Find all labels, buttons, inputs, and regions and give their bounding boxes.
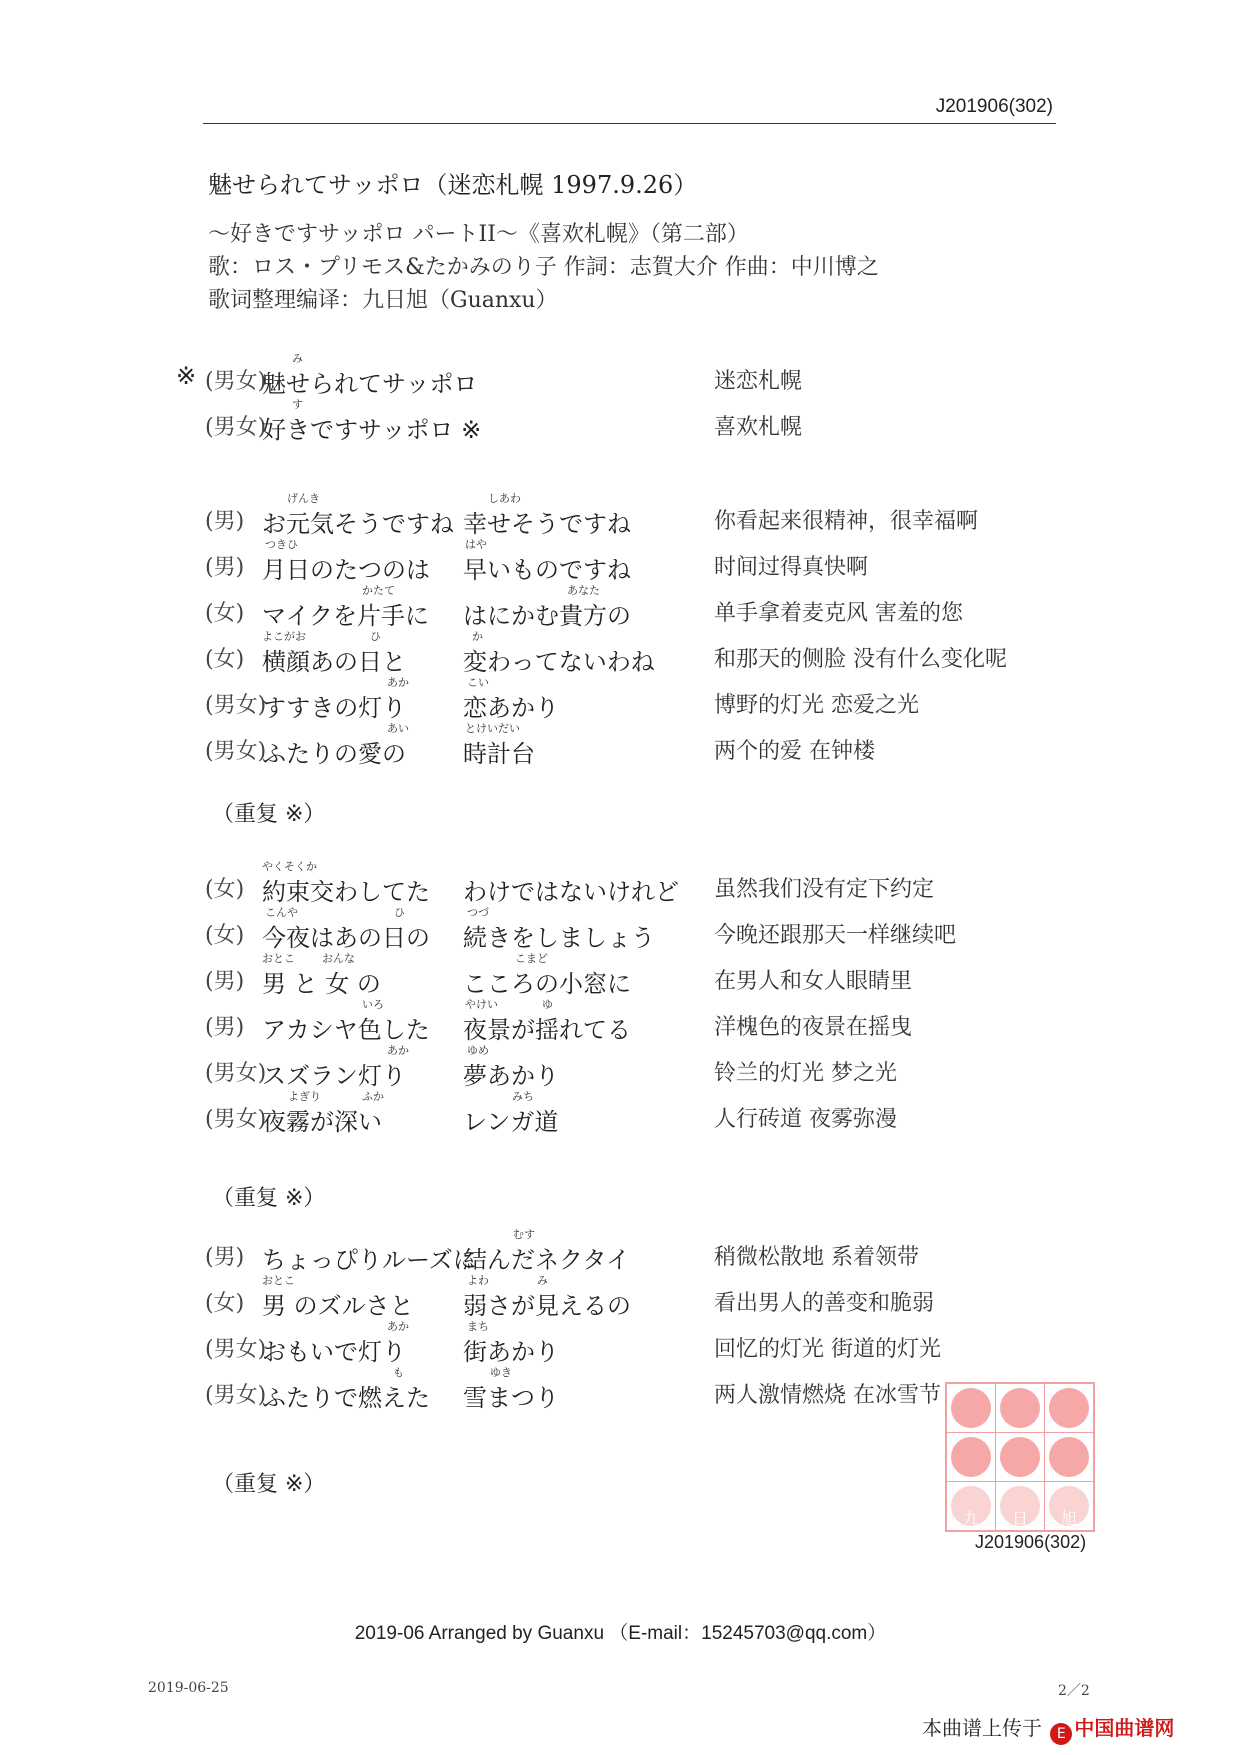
lyric-chinese: 喜欢札幌 [714,415,803,440]
lyric-japanese: ふたりの愛の [262,740,406,768]
lyric-chinese: 看出男人的善变和脆弱 [714,1291,935,1316]
upload-prefix: 本曲谱上传于 [922,1716,1042,1740]
lyric-japanese-second: はにかむ貴方の [463,602,631,630]
furigana: あか [387,1320,409,1333]
lyric-japanese: お元気そうですね [262,510,454,538]
lyric-japanese-second: 結んだネクタイ [463,1246,631,1274]
furigana: はや [465,538,487,551]
furigana: よぎり [288,1090,321,1103]
repeat-marker: （重复 ※） [212,802,326,827]
lyric-chinese: 洋槐色的夜景在摇曳 [714,1015,913,1040]
singer-label: (男女) [205,1383,267,1408]
lyric-japanese-second: 幸せそうですね [463,510,631,538]
lyric-line [0,536,1241,584]
lyric-line [0,904,1241,952]
singer-label: (男) [205,969,245,994]
furigana: よわ [467,1274,489,1287]
lyric-japanese: マイクを片手に [262,602,430,630]
lyric-japanese: 横顔あの日と [262,648,406,676]
lyric-line [0,350,1241,398]
lyric-line [0,720,1241,768]
singer-label: (女) [205,647,245,672]
furigana: とけいだい [465,722,520,735]
lyric-line [0,1272,1241,1320]
lyric-japanese: ふたりで燃えた [262,1384,430,1412]
lyric-chinese: 和那天的侧脸 没有什么变化呢 [714,647,1007,672]
lyric-japanese-second: 変わってないわね [463,648,655,676]
seal-document-id: J201906(302) [975,1532,1087,1552]
lyric-japanese: 好きですサッポロ ※ [262,416,482,444]
lyric-line [0,628,1241,676]
page-number: 2／2 [1058,1683,1090,1699]
singer-label: (男女) [205,369,267,394]
lyric-chinese: 博野的灯光 恋爱之光 [714,693,919,718]
song-credits: 歌：ロス・プリモス&たかみのり子 作詞：志賀大介 作曲：中川博之 [208,255,879,280]
furigana: こい [467,676,489,689]
singer-label: (女) [205,877,245,902]
furigana: げんき [287,492,320,505]
lyric-japanese: アカシヤ色した [262,1016,430,1044]
editor-credit: 歌词整理编译：九日旭（Guanxu） [208,288,558,313]
arranged-by-footer: 2019-06 Arranged by Guanxu （E-mail：15245703@qq.com） [354,1623,887,1644]
furigana: まち [467,1320,489,1333]
lyric-chinese: 单手拿着麦克风 害羞的您 [714,601,963,626]
lyric-chinese: 两人激情燃烧 在冰雪节 [714,1383,941,1408]
lyric-line [0,674,1241,722]
furigana: おんな [322,952,355,965]
singer-label: (男女) [205,739,267,764]
furigana: か [472,630,483,643]
lyric-line [0,858,1241,906]
header-rule [203,123,1056,124]
lyric-line [0,1318,1241,1366]
lyric-line [0,490,1241,538]
lyric-chinese: 时间过得真快啊 [714,555,869,580]
upload-credit [922,1712,1174,1745]
lyric-chinese: 铃兰的灯光 梦之光 [714,1061,897,1086]
furigana: いろ [362,998,384,1011]
lyric-japanese: 約束交わしてた [262,878,430,906]
lyric-japanese-second: 街あかり [463,1338,559,1366]
furigana: かたて [362,584,395,597]
furigana: こんや [265,906,298,919]
furigana: ゆめ [467,1044,489,1057]
furigana: おとこ [262,952,295,965]
lyric-japanese: 月日のたつのは [262,556,430,584]
lyric-chinese: 虽然我们没有定下约定 [714,877,935,902]
lyric-japanese: すすきの灯り [262,694,407,722]
lyric-japanese-second: 雪まつり [463,1384,559,1412]
singer-label: (男女) [205,1337,267,1362]
lyric-chinese: 稍微松散地 系着领带 [714,1245,919,1270]
furigana: むす [513,1228,535,1241]
lyric-line [0,1226,1241,1274]
furigana: ゆき [490,1366,512,1379]
furigana: み [537,1274,548,1287]
repeat-marker: （重复 ※） [212,1472,326,1497]
furigana: す [292,398,303,411]
lyric-japanese-second: 続きをしましょう [463,924,655,952]
furigana: しあわ [488,492,521,505]
lyric-japanese-second: 時計台 [463,740,535,768]
lyric-japanese: ちょっぴりルーズに [262,1246,477,1274]
furigana: みち [512,1090,534,1103]
lyric-line [0,1042,1241,1090]
lyric-japanese-second: 恋あかり [463,694,559,722]
furigana: ゆ [542,998,553,1011]
author-seal [945,1382,1095,1532]
furigana: あか [387,1044,409,1057]
lyric-japanese-second: 夜景が揺れてる [463,1016,631,1044]
furigana: おとこ [262,1274,295,1287]
document-id: J201906(302) [935,96,1053,117]
furigana: ふか [362,1090,384,1103]
lyric-japanese: 魅せられてサッポロ [262,370,478,398]
lyric-japanese-second: レンガ道 [463,1108,559,1136]
furigana: も [393,1366,404,1379]
lyric-line [0,582,1241,630]
singer-label: (女) [205,601,245,626]
lyric-line [0,1088,1241,1136]
lyric-chinese: 迷恋札幌 [714,369,803,394]
lyric-line [0,996,1241,1044]
furigana: あか [387,676,409,689]
lyric-japanese: スズラン灯り [262,1062,406,1090]
lyric-japanese: 男 と 女 の [262,970,381,998]
lyric-chinese: 两个的爱 在钟楼 [714,739,875,764]
song-subtitle: ～好きですサッポロ パートII～《喜欢札幌》（第二部） [208,222,749,247]
lyric-chinese: 在男人和女人眼睛里 [714,969,913,994]
seal-char: 日 [1012,1509,1029,1528]
seal-char: 九 [963,1509,980,1528]
singer-label: (女) [205,1291,245,1316]
furigana: つきひ [265,538,298,551]
furigana: あい [387,722,409,735]
lyric-japanese-second: わけではないけれど [463,878,679,906]
print-date: 2019-06-25 [148,1680,229,1696]
lyric-chinese: 今晚还跟那天一样继续吧 [714,923,957,948]
furigana: やくそくか [262,860,317,873]
singer-label: (男女) [205,693,267,718]
furigana: やけい [465,998,498,1011]
singer-label: (男女) [205,415,267,440]
singer-label: (男) [205,555,245,580]
lyric-japanese-second: こころの小窓に [463,970,631,998]
lyric-japanese: 男 のズルさと [262,1292,414,1320]
furigana: あなた [567,584,600,597]
site-logo-icon: E [1050,1723,1072,1745]
lyric-japanese-second: 弱さが見えるの [463,1292,631,1320]
seal-char: 旭 [1061,1509,1078,1528]
lyric-chinese: 回忆的灯光 街道的灯光 [714,1337,941,1362]
singer-label: (男女) [205,1061,267,1086]
refrain-mark: ※ [176,362,197,390]
singer-label: (男女) [205,1107,267,1132]
singer-label: (女) [205,923,245,948]
lyric-japanese: 夜霧が深い [262,1108,382,1136]
repeat-marker: （重复 ※） [212,1186,326,1211]
lyric-japanese-second: 早いものですね [463,556,631,584]
furigana: ひ [370,630,381,643]
lyric-line [0,396,1241,444]
furigana: よこがお [262,630,306,643]
lyric-line [0,950,1241,998]
song-title: 魅せられてサッポロ（迷恋札幌 1997.9.26） [208,171,698,199]
furigana: み [292,352,303,365]
singer-label: (男) [205,509,245,534]
lyric-japanese: おもいで灯り [262,1338,406,1366]
furigana: つづ [467,906,489,919]
furigana: こまど [515,952,548,965]
singer-label: (男) [205,1015,245,1040]
lyric-japanese: 今夜はあの日の [262,924,430,952]
site-brand[interactable]: 中国曲谱网 [1074,1716,1175,1740]
lyric-japanese-second: 夢あかり [463,1062,559,1090]
singer-label: (男) [205,1245,245,1270]
lyric-chinese: 人行砖道 夜雾弥漫 [714,1107,897,1132]
furigana: ひ [394,906,405,919]
lyric-chinese: 你看起来很精神，很幸福啊 [714,509,979,534]
